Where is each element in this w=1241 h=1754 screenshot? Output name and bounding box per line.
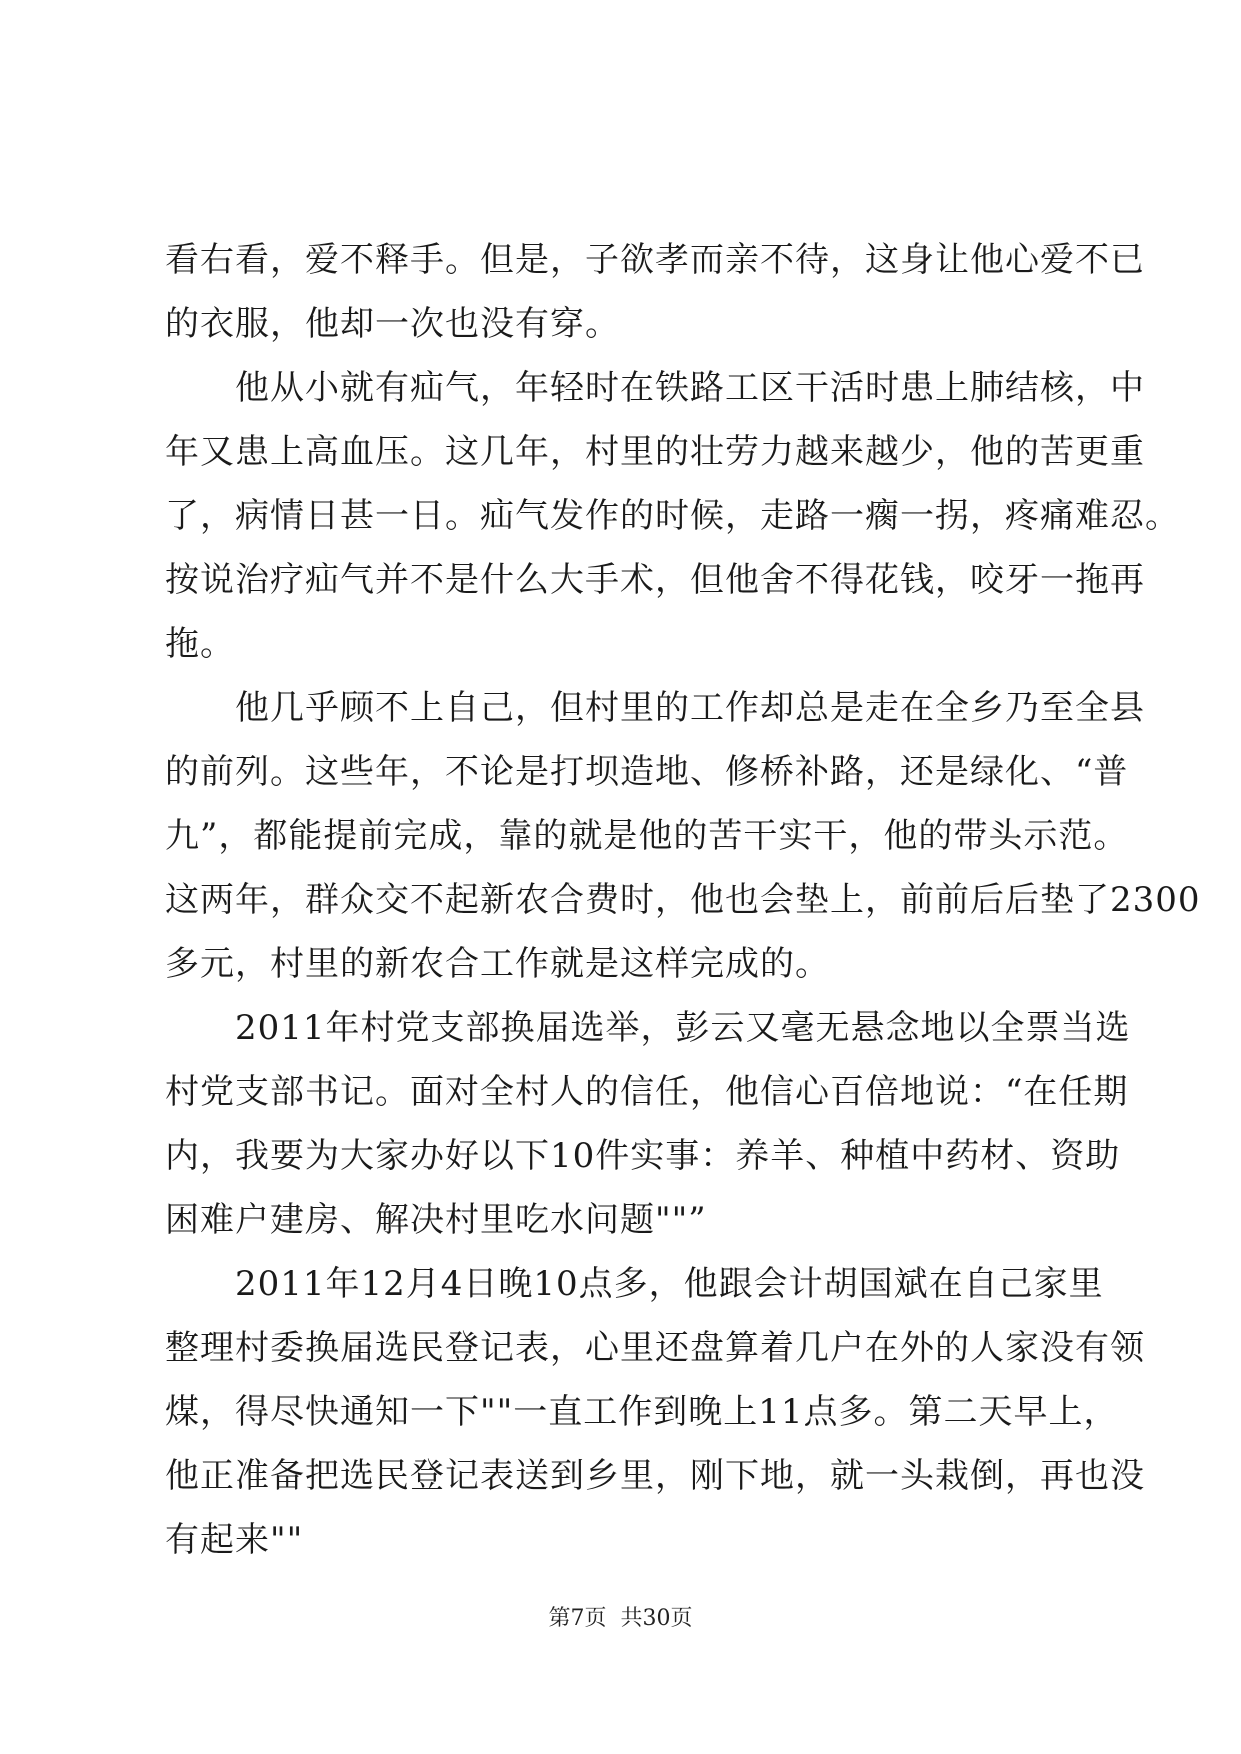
page-number: 第7页 bbox=[548, 1606, 607, 1631]
text-line: 2011年村党支部换届选举，彭云又毫无悬念地以全票当选 bbox=[235, 1008, 1131, 1048]
page-total: 共30页 bbox=[620, 1606, 693, 1631]
text-line: 有起来"" bbox=[165, 1520, 304, 1560]
paragraph-4 bbox=[165, 996, 1131, 1252]
paragraph-3 bbox=[165, 676, 1201, 996]
text-line: 多元，村里的新农合工作就是这样完成的。 bbox=[165, 944, 830, 984]
text-line: 九”，都能提前完成，靠的就是他的苦干实干，他的带头示范。 bbox=[165, 816, 1129, 856]
text-line: 2011年12月4日晚10点多，他跟会计胡国斌在自己家里 bbox=[235, 1264, 1104, 1304]
text-line: 看右看，爱不释手。但是，子欲孝而亲不待，这身让他心爱不已 bbox=[165, 240, 1145, 280]
text-line: 整理村委换届选民登记表，心里还盘算着几户在外的人家没有领 bbox=[165, 1328, 1145, 1368]
document-body bbox=[165, 228, 1201, 1572]
paragraph-1 bbox=[165, 228, 1145, 356]
text-line: 困难户建房、解决村里吃水问题""” bbox=[165, 1200, 707, 1240]
text-line: 的衣服，他却一次也没有穿。 bbox=[165, 304, 620, 344]
paragraph-5 bbox=[165, 1252, 1145, 1572]
text-line: 内，我要为大家办好以下10件实事：养羊、种植中药材、资助 bbox=[165, 1136, 1121, 1176]
text-line: 这两年，群众交不起新农合费时，他也会垫上，前前后后垫了2300 bbox=[165, 880, 1201, 920]
text-line: 的前列。这些年，不论是打坝造地、修桥补路，还是绿化、“普 bbox=[165, 752, 1129, 792]
text-line: 村党支部书记。面对全村人的信任，他信心百倍地说：“在任期 bbox=[165, 1072, 1129, 1112]
text-line: 他正准备把选民登记表送到乡里，刚下地，就一头栽倒，再也没 bbox=[165, 1456, 1145, 1496]
page-footer bbox=[0, 1604, 1241, 1634]
text-line: 按说治疗疝气并不是什么大手术，但他舍不得花钱，咬牙一拖再 bbox=[165, 560, 1145, 600]
text-line: 年又患上高血压。这几年，村里的壮劳力越来越少，他的苦更重 bbox=[165, 432, 1145, 472]
text-line: 他几乎顾不上自己，但村里的工作却总是走在全乡乃至全县 bbox=[235, 688, 1145, 728]
text-line: 拖。 bbox=[165, 624, 235, 664]
text-line: 煤，得尽快通知一下""一直工作到晚上11点多。第二天早上， bbox=[165, 1392, 1119, 1432]
text-line: 他从小就有疝气，年轻时在铁路工区干活时患上肺结核，中 bbox=[235, 368, 1145, 408]
paragraph-2 bbox=[165, 356, 1180, 676]
text-line: 了，病情日甚一日。疝气发作的时候，走路一瘸一拐，疼痛难忍。 bbox=[165, 496, 1180, 536]
